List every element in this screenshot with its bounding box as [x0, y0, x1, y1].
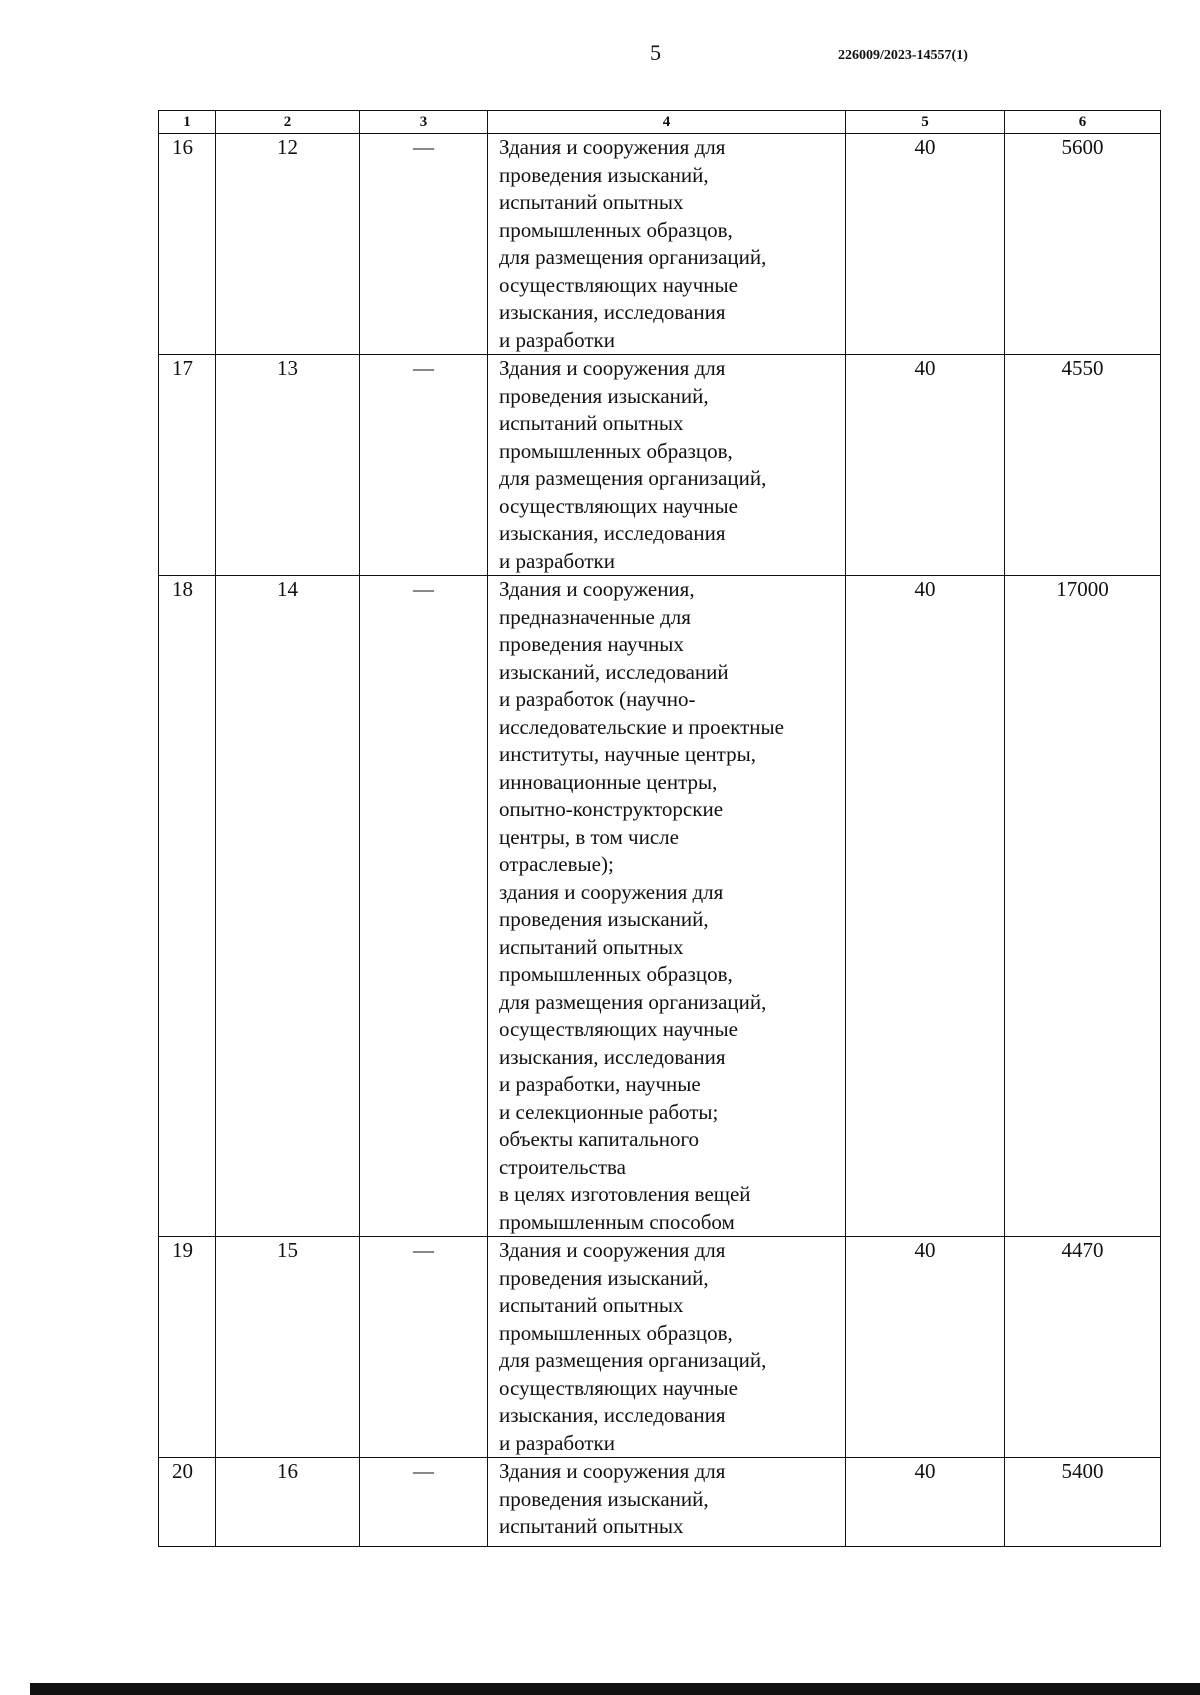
table-row	[159, 1458, 1161, 1547]
table-row	[159, 134, 1161, 355]
row-number-cell: 16	[159, 134, 216, 355]
row-number-cell: 19	[159, 1237, 216, 1458]
dash-cell: —	[360, 1237, 488, 1458]
table-row	[159, 1237, 1161, 1458]
amount-cell: 5600	[1005, 134, 1161, 355]
description-cell: Здания и сооружения для проведения изысканий, испытаний опытных промышленных образцов, для размещения организаций, осуществляющих научные изыскания, исследования и разработки	[488, 134, 846, 355]
scan-edge-bar	[30, 1683, 1200, 1695]
dash-cell: —	[360, 1458, 488, 1547]
page-number: 5	[650, 40, 661, 65]
description-cell: Здания и сооружения для проведения изысканий, испытаний опытных	[488, 1458, 846, 1547]
value-cell: 40	[846, 1458, 1005, 1547]
data-table	[158, 110, 1161, 1547]
column-header: 6	[1005, 111, 1161, 134]
value-cell: 40	[846, 355, 1005, 576]
column-header: 3	[360, 111, 488, 134]
code-cell: 16	[216, 1458, 360, 1547]
table-header-row	[159, 111, 1161, 134]
document-id: 226009/2023-14557(1)	[838, 48, 968, 63]
value-cell: 40	[846, 1237, 1005, 1458]
amount-cell: 5400	[1005, 1458, 1161, 1547]
dash-cell: —	[360, 355, 488, 576]
code-cell: 13	[216, 355, 360, 576]
description-cell: Здания и сооружения для проведения изысканий, испытаний опытных промышленных образцов, для размещения организаций, осуществляющих научные изыскания, исследования и разработки	[488, 1237, 846, 1458]
column-header: 1	[159, 111, 216, 134]
table-row	[159, 355, 1161, 576]
code-cell: 15	[216, 1237, 360, 1458]
dash-cell: —	[360, 576, 488, 1237]
row-number-cell: 20	[159, 1458, 216, 1547]
column-header: 2	[216, 111, 360, 134]
amount-cell: 4470	[1005, 1237, 1161, 1458]
description-cell: Здания и сооружения для проведения изысканий, испытаний опытных промышленных образцов, для размещения организаций, осуществляющих научные изыскания, исследования и разработки	[488, 355, 846, 576]
amount-cell: 4550	[1005, 355, 1161, 576]
value-cell: 40	[846, 576, 1005, 1237]
description-cell: Здания и сооружения, предназначенные для проведения научных изысканий, исследований и разработок (научно- исследовательские и проектные институты, научные центры, инновационные центры, опытно-конструкторские центры, в том числе отраслевые); здания и сооружения для проведения изысканий, испытаний опытных промышленных образцов, для размещения организаций, осуществляющих научные изыскания, исследования и разработки, научные и селекционные работы; объекты капитального строительства в целях изготовления вещей промышленным способом	[488, 576, 846, 1237]
row-number-cell: 18	[159, 576, 216, 1237]
row-number-cell: 17	[159, 355, 216, 576]
column-header: 4	[488, 111, 846, 134]
table-row	[159, 576, 1161, 1237]
code-cell: 12	[216, 134, 360, 355]
value-cell: 40	[846, 134, 1005, 355]
amount-cell: 17000	[1005, 576, 1161, 1237]
dash-cell: —	[360, 134, 488, 355]
code-cell: 14	[216, 576, 360, 1237]
column-header: 5	[846, 111, 1005, 134]
